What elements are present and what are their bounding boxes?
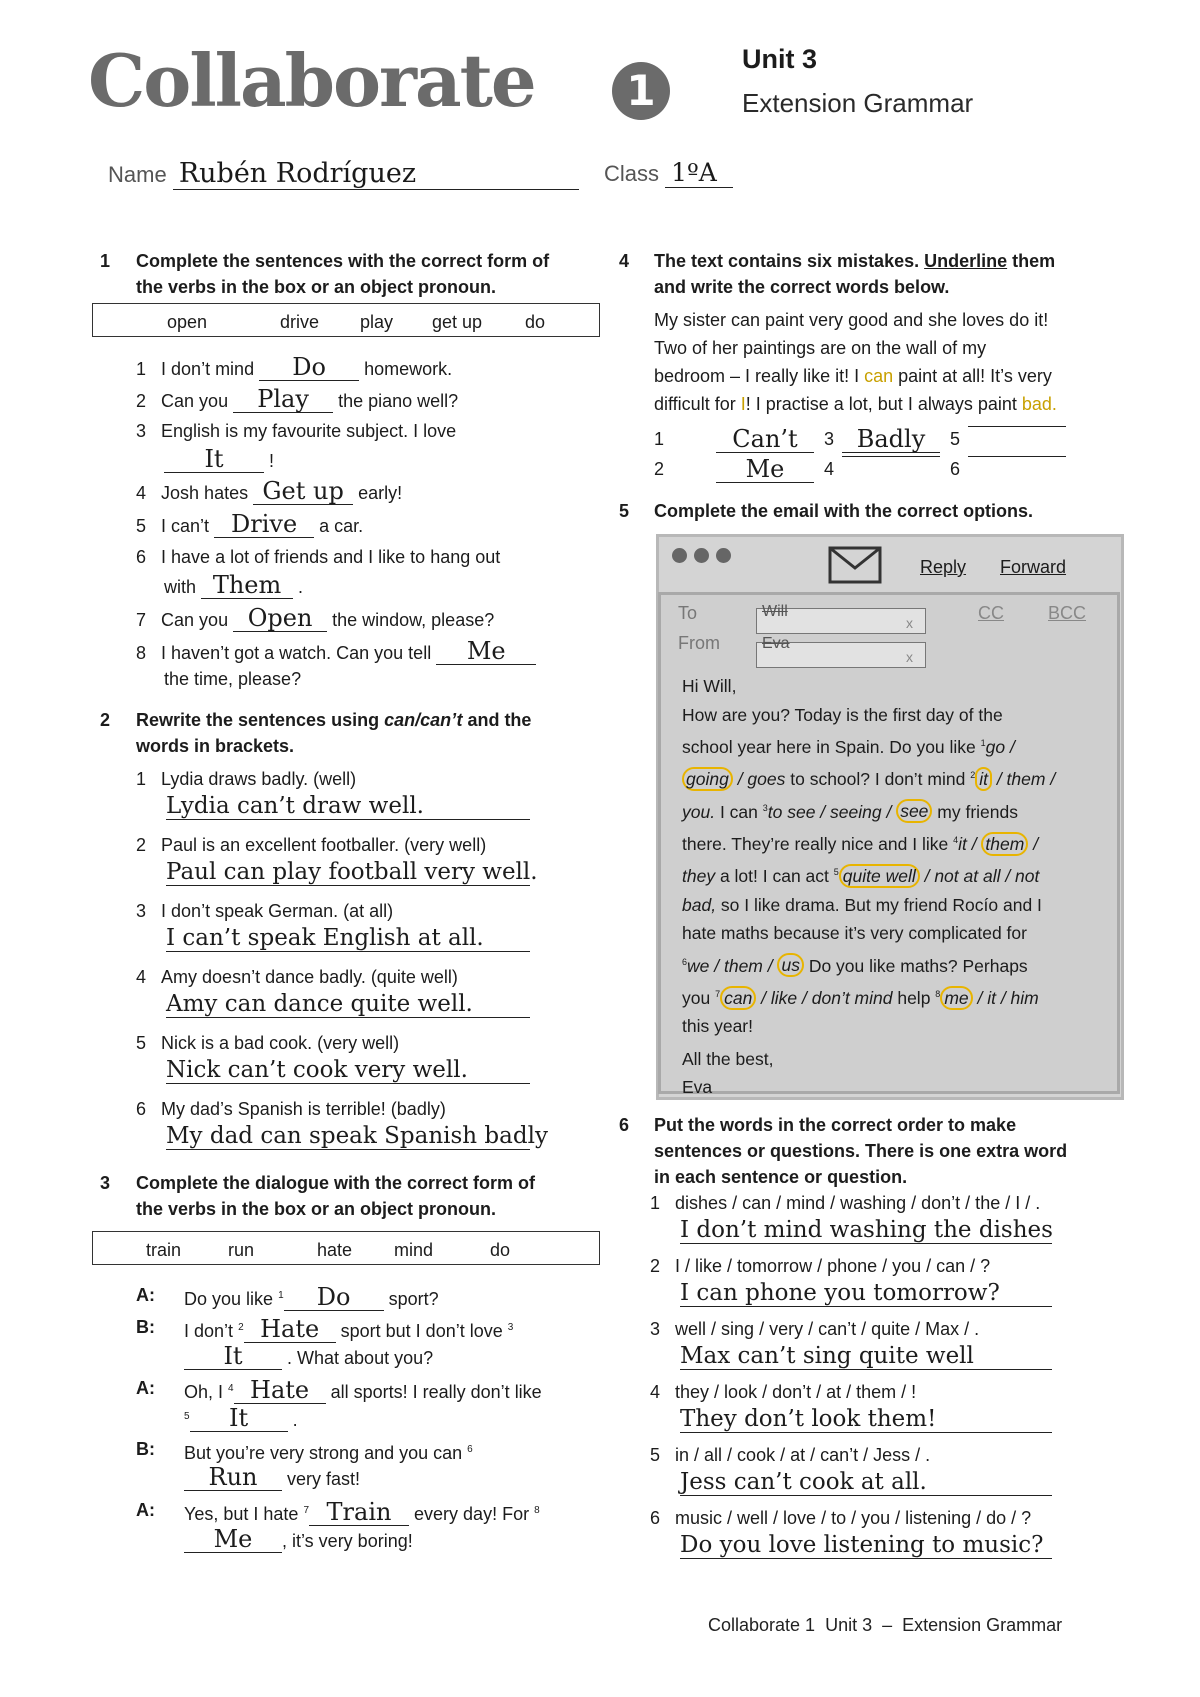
gap-number: 5 [833,867,839,878]
ex6-number: 6 [619,1115,630,1135]
item-number: 3 [136,901,147,921]
ex1-box-word: do [525,312,546,332]
item-number: 4 [136,967,147,987]
ex3-box-word: mind [394,1240,434,1260]
option[interactable]: / them / [991,769,1056,790]
ex4-title-underline: Underline [924,251,1008,271]
ex1-item [136,386,606,415]
window-dot-icon [716,548,731,563]
email-line [682,980,1107,1012]
item-text: Paul is an excellent footballer. (very well) [161,835,487,855]
item-text: Nick is a bad cook. (very well) [161,1033,400,1053]
ex4-answer-blank[interactable] [968,456,1066,457]
ex1-title-line2: the verbs in the box or an object pronoun. [136,277,497,297]
email-line [682,794,1107,826]
ex2-title-em: can/can’t [384,710,463,730]
gap-number: 8 [534,1505,540,1516]
gap-number: 2 [970,770,976,781]
answer-blank[interactable]: Do [259,354,359,381]
answer-blank[interactable]: Hate [234,1377,326,1404]
ex6-question [650,1505,1031,1532]
ex4-answer-number: 6 [950,459,961,479]
ex1-item [136,511,606,540]
text-part: to school? I don’t mind [785,769,971,790]
ex5-instructions: Complete the email with the correct options. [654,501,1034,521]
name-field[interactable]: Rubén Rodríguez [173,158,579,190]
ex2-title-line2: words in brackets. [136,736,295,756]
answer-blank[interactable]: Them [201,572,293,599]
ex6-answer[interactable]: Max can’t sing quite well [680,1343,1052,1370]
ex1-item [136,478,606,507]
gap-number: 7 [303,1505,310,1516]
gap-number: 3 [762,802,768,813]
speaker-label: A: [136,1285,155,1305]
item-text: I can’t [161,516,210,536]
circled-option[interactable]: it [975,767,992,791]
ex3-title-line2: the verbs in the box or an object pronoun. [136,1199,497,1219]
text-part: bedroom – I really like it! I [654,366,865,386]
ex2-question [136,1030,399,1057]
ex2-number: 2 [100,710,111,730]
speaker-label: B: [136,1317,155,1337]
ex1-box-word: open [167,312,208,332]
text-part: I can [715,801,763,822]
email-line: hate maths because it’s very complicated for [682,923,1027,944]
dialogue-text: Do you like [184,1289,274,1309]
bcc-link[interactable]: BCC [1048,603,1087,623]
ex6-instructions [654,1112,1124,1190]
ex2-question [136,964,458,991]
ex6-title-line: Put the words in the correct order to make [654,1115,1017,1135]
email-text [682,672,1107,1102]
text-part: so I like drama. But my friend Rocío and I [716,894,1042,915]
answer-blank[interactable]: Me [184,1526,282,1553]
collaborate-logo: Collaborate [88,38,535,123]
text-part: Do you like maths? Perhaps [803,955,1028,976]
option[interactable]: they [682,866,716,887]
ex4-answer-number: 2 [654,459,665,479]
gap-number: 6 [682,956,688,967]
speaker-label: B: [136,1439,155,1459]
item-text: homework. [364,359,453,379]
ex6-answer[interactable]: They don’t look them! [680,1406,1052,1433]
ex2-answer[interactable]: Lydia can’t draw well. [166,793,530,820]
dialogue-text: very fast! [287,1469,361,1489]
ex4-answer-blank[interactable] [968,426,1066,427]
ex3-title-line1: Complete the dialogue with the correct form of [136,1173,536,1193]
class-row [604,158,733,188]
ex1-number: 1 [100,251,111,271]
item-number: 2 [136,391,147,411]
item-number: 3 [136,421,147,441]
item-number: 1 [136,359,147,379]
ex3-box-word: hate [317,1240,353,1260]
name-row [108,158,579,190]
ex6-title-line: in each sentence or question. [654,1167,908,1187]
dialogue-text: Oh, I [184,1382,224,1402]
ex6-answer[interactable]: Do you love listening to music? [680,1532,1052,1559]
ex2-question [136,898,393,925]
gap-number: 3 [507,1322,514,1333]
email-line [682,761,1107,793]
gap-number: 4 [228,1383,234,1394]
gap-number: 6 [467,1444,473,1455]
ex2-question [136,832,486,859]
answer-blank[interactable]: Run [184,1464,282,1491]
item-text: Amy doesn’t dance badly. (quite well) [161,967,458,987]
gap-number: 1 [980,738,986,748]
text-part: difficult for [654,394,741,414]
dialogue-text: Yes, but I hate [184,1504,299,1524]
option[interactable]: / goes [732,769,786,790]
dialogue-line [184,1375,604,1406]
ex3-number: 3 [100,1173,111,1193]
item-text: My dad’s Spanish is terrible! (badly) [161,1099,446,1119]
ex1-instructions [136,248,596,300]
text-part: you [682,987,716,1008]
option[interactable]: go / [985,736,1015,757]
item-number: 5 [650,1445,661,1465]
clear-icon[interactable]: x [906,615,913,631]
ex6-answer[interactable]: Jess can’t cook at all. [680,1469,1052,1496]
dialogue-line [184,1497,604,1528]
ex4-number: 4 [619,251,630,271]
ex4-text-line [654,362,1124,390]
text-part: my friends [932,801,1018,822]
item-text: a car. [319,516,364,536]
class-label: Class [604,161,660,186]
item-text: dishes / can / mind / washing / don’t / the / I / . [675,1193,1041,1213]
email-signature: Eva [682,1077,713,1098]
ex1-item-cont [164,446,274,475]
text-part: paint at all! It’s very [893,366,1052,386]
item-text: I / like / tomorrow / phone / you / can / ? [675,1256,991,1276]
ex4-answer-blank[interactable]: Me [716,456,814,483]
window-dot-icon [672,548,687,563]
option[interactable]: / not at all / not [919,866,1040,887]
ex2-answer[interactable]: Paul can play football very well. [166,859,538,885]
item-text: Josh hates [161,483,249,503]
email-line [682,729,1107,761]
ex2-title-part: and the [462,710,532,730]
ex3-instructions [136,1170,596,1222]
speaker-label: A: [136,1378,155,1398]
from-label: From [678,633,720,653]
answer-blank[interactable]: Get up [253,478,353,505]
ex1-item [136,605,606,634]
gap-number: 5 [184,1411,190,1422]
ex1-item [136,354,606,383]
option[interactable]: to see / seeing / [767,801,897,822]
item-text: I haven’t got a watch. Can you tell [161,643,432,663]
dialogue-text: . [292,1410,298,1430]
dialogue-text: . What about you? [287,1348,434,1368]
dialogue-line [184,1314,604,1345]
ex1-box-word: drive [280,312,320,332]
text-part: a lot! I can act [715,866,834,887]
envelope-icon [828,546,882,589]
ex1-item-cont: the time, please? [164,669,302,689]
dialogue-line [184,1282,604,1313]
ex3-box-word: train [146,1240,182,1260]
ex4-text-line [654,390,1124,418]
item-text: Can you [161,610,229,630]
name-label: Name [108,162,167,187]
item-text: the window, please? [332,610,495,630]
highlighted-mistake[interactable]: bad. [1021,394,1057,414]
ex4-answer-number: 4 [824,459,835,479]
answer-blank[interactable]: It [190,1405,288,1432]
to-value: Will [762,603,788,620]
ex4-title-part: them [1007,251,1056,271]
answer-blank[interactable]: Train [309,1499,409,1526]
answer-blank[interactable]: It [184,1343,282,1370]
answer-blank[interactable]: Do [284,1284,384,1311]
item-text: I don’t speak German. (at all) [161,901,394,921]
ex4-text-line: Two of her paintings are on the wall of my [654,338,987,358]
email-line [682,858,1107,890]
ex5-number: 5 [619,501,630,521]
reply-link[interactable]: Reply [920,557,967,577]
ex2-answer[interactable]: My dad can speak Spanish badly [166,1123,548,1149]
answer-blank[interactable]: Me [436,638,536,665]
ex6-question [650,1190,1040,1217]
ex2-title-part: Rewrite the sentences using [136,710,385,730]
text-part: ! I practise a lot, but I always paint [745,394,1022,414]
answer-blank[interactable]: Hate [244,1316,336,1343]
item-text: music / well / love / to / you / listening / do / ? [675,1508,1032,1528]
option[interactable]: bad, [682,894,717,915]
email-line [682,826,1107,858]
answer-blank[interactable]: Drive [214,511,314,538]
ex1-item [136,544,606,571]
ex6-question [650,1379,916,1406]
text-part: school year here in Spain. Do you like [682,736,981,757]
item-number: 4 [136,483,147,503]
ex1-box-word: get up [432,312,483,332]
gap-number: 1 [278,1290,284,1301]
forward-link[interactable]: Forward [1000,557,1067,577]
circled-option[interactable]: see [896,799,932,823]
circled-option[interactable]: us [777,953,803,977]
class-field[interactable]: 1ºA [665,158,733,188]
ex6-question [650,1316,979,1343]
ex4-title-part: The text contains six mistakes. [654,251,925,271]
ex2-answer[interactable]: I can’t speak English at all. [166,925,530,952]
from-value: Eva [762,635,790,652]
email-greeting: Hi Will, [682,676,737,696]
window-dot-icon [694,548,709,563]
dialogue-line [184,1343,604,1372]
item-text: they / look / don’t / at / them / ! [675,1382,917,1402]
unit-title: Unit 3 [742,44,818,74]
dialogue-text: all sports! I really don’t like [330,1382,542,1402]
ex4-answer-number: 1 [654,429,665,449]
ex2-instructions [136,707,596,759]
item-number: 2 [136,835,147,855]
option[interactable]: / it / him [972,987,1039,1008]
item-text: with [164,577,197,597]
item-number: 1 [136,769,147,789]
item-number: 3 [650,1319,661,1339]
answer-blank[interactable]: Play [233,386,333,413]
item-text: I have a lot of friends and I like to hang out [161,547,501,567]
gap-number: 2 [238,1322,244,1333]
item-text: . [298,577,304,597]
ex1-item-cont [164,572,303,601]
item-number: 6 [136,547,147,567]
page-footer: Collaborate 1 Unit 3 – Extension Grammar [708,1615,1063,1635]
ex4-instructions [654,248,1124,300]
ex1-item [136,638,606,667]
cc-link[interactable]: CC [978,603,1004,623]
item-text: the piano well? [338,391,459,411]
ex4-answer-number: 5 [950,429,961,449]
item-number: 5 [136,516,147,536]
dialogue-line [184,1464,604,1493]
logo-number-badge: 1 [612,62,670,120]
dialogue-text: every day! For [414,1504,530,1524]
ex2-answer[interactable]: Nick can’t cook very well. [166,1057,530,1084]
item-text: well / sing / very / can’t / quite / Max / . [675,1319,980,1339]
option[interactable]: we / them / [687,955,778,976]
ex4-text-line: My sister can paint very good and she loves do it! [654,310,1049,330]
email-closing: All the best, [682,1048,774,1069]
item-number: 4 [650,1382,661,1402]
ex2-answer[interactable]: Amy can dance quite well. [166,991,530,1018]
circled-option[interactable]: me [940,986,972,1010]
ex6-answer[interactable]: I don’t mind washing the dishes [680,1217,1053,1243]
ex3-box-word: do [490,1240,511,1260]
ex6-question [650,1442,930,1469]
option[interactable]: / like / don’t mind [756,987,893,1008]
answer-blank[interactable]: Open [233,605,327,632]
text-part: help [892,987,936,1008]
dialogue-line [184,1526,604,1555]
item-number: 7 [136,610,147,630]
option[interactable]: it / [958,833,982,854]
item-number: 1 [650,1193,661,1213]
dialogue-line [184,1403,604,1434]
email-line: How are you? Today is the first day of the [682,704,1003,725]
item-number: 2 [650,1256,661,1276]
highlighted-mistake[interactable]: I [740,394,746,414]
item-text: in / all / cook / at / can’t / Jess / . [675,1445,931,1465]
option[interactable]: / [1028,833,1039,854]
gap-number: 4 [953,834,959,845]
dialogue-text: sport but I don’t love [340,1321,503,1341]
ex2-question [136,766,356,793]
text-part: there. They’re really nice and I like [682,833,954,854]
highlighted-mistake[interactable]: can [864,366,894,386]
ex4-answer-blank[interactable] [842,456,940,457]
ex6-question [650,1253,990,1280]
email-line [682,948,1107,980]
circled-option[interactable]: them [981,832,1028,856]
unit-subtitle: Extension Grammar [742,88,974,118]
ex1-title-line1: Complete the sentences with the correct form of [136,251,550,271]
item-text: Can you [161,391,229,411]
item-number: 5 [136,1033,147,1053]
ex3-box-word: run [228,1240,255,1260]
answer-blank[interactable]: It [164,446,264,473]
dialogue-text: , it’s very boring! [282,1531,413,1551]
option[interactable]: you. [682,801,716,822]
speaker-label: A: [136,1500,155,1520]
ex1-item [136,418,606,445]
circled-option[interactable]: quite well [839,864,920,888]
email-line [682,891,1107,920]
circled-option[interactable]: going [682,767,733,791]
dialogue-text: But you’re very strong and you can [184,1443,463,1463]
gap-number: 7 [715,988,721,999]
dialogue-text: I don’t [184,1321,234,1341]
item-text: Lydia draws badly. (well) [161,769,357,789]
ex1-box-word: play [360,312,394,332]
item-text: English is my favourite subject. I love [161,421,457,441]
ex4-answer-blank[interactable]: Can’t [716,426,814,453]
item-text: ! [269,451,275,471]
gap-number: 8 [935,988,941,999]
ex6-title-line: sentences or questions. There is one extra word [654,1141,1068,1161]
ex4-text [654,306,1124,418]
ex4-title-line2: and write the correct words below. [654,277,950,297]
to-label: To [678,603,698,623]
ex2-question [136,1096,446,1123]
item-number: 8 [136,643,147,663]
email-line: this year! [682,1016,753,1037]
circled-option[interactable]: can [720,986,756,1010]
item-number: 6 [650,1508,661,1528]
ex6-answer[interactable]: I can phone you tomorrow? [680,1280,1052,1307]
ex4-answer-number: 3 [824,429,835,449]
item-text: I don’t mind [161,359,255,379]
ex4-answer-blank[interactable]: Badly [842,426,940,453]
item-number: 6 [136,1099,147,1119]
dialogue-text: sport? [388,1289,439,1309]
item-text: early! [358,483,403,503]
clear-icon[interactable]: x [906,649,913,665]
